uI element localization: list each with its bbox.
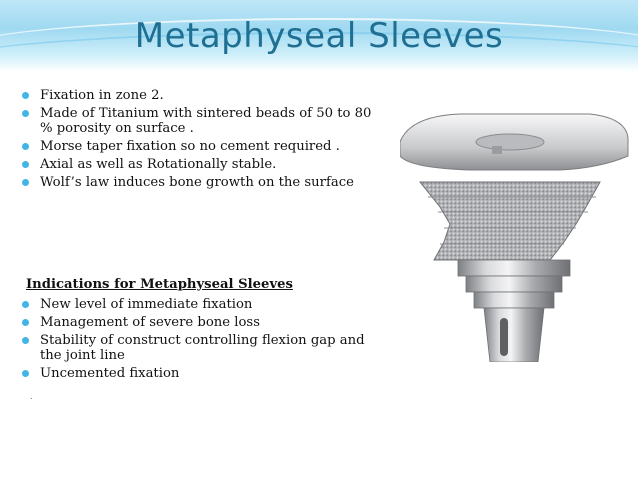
indication-text: Stability of construct controlling flexion gap and the joint line [40, 333, 365, 363]
implant-sleeve-image [400, 112, 630, 362]
bullet-item [20, 139, 385, 154]
bullet-text: Wolf’s law induces bone growth on the surface [40, 175, 354, 190]
bullet-text: Morse taper fixation so no cement required . [40, 139, 340, 154]
bullet-icon [22, 110, 29, 117]
bullet-icon [22, 337, 29, 344]
bullet-item [20, 175, 385, 190]
bullet-text: Axial as well as Rotationally stable. [40, 157, 277, 172]
indications-list [20, 297, 385, 384]
bullet-icon [22, 92, 29, 99]
bullet-item [20, 157, 385, 172]
indication-item [20, 297, 385, 312]
bullet-icon [22, 370, 29, 377]
indication-text: Uncemented fixation [40, 366, 180, 381]
bullet-icon [22, 319, 29, 326]
bullet-item [20, 106, 385, 136]
bullet-icon [22, 179, 29, 186]
bullet-text: Made of Titanium with sintered beads of 50 to 80 % porosity on surface . [40, 106, 372, 136]
bullet-list [20, 88, 385, 193]
bullet-icon [22, 143, 29, 150]
indication-text: Management of severe bone loss [40, 315, 260, 330]
bullet-icon [22, 161, 29, 168]
bullet-item [20, 88, 385, 103]
indication-item [20, 333, 385, 363]
indication-item [20, 366, 385, 381]
indications-heading: Indications for Metaphyseal Sleeves [26, 277, 293, 292]
slide-title: Metaphyseal Sleeves [134, 16, 504, 56]
trailing-mark: . [30, 392, 33, 401]
bullet-text: Fixation in zone 2. [40, 88, 164, 103]
bullet-icon [22, 301, 29, 308]
indication-text: New level of immediate fixation [40, 297, 253, 312]
indication-item [20, 315, 385, 330]
